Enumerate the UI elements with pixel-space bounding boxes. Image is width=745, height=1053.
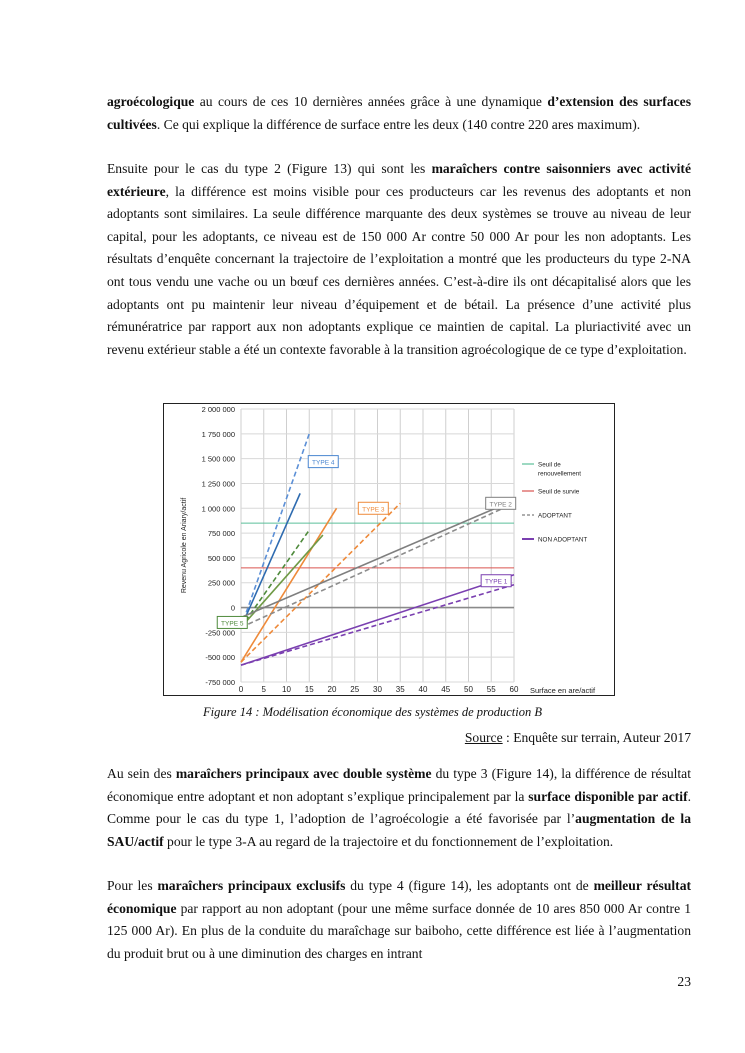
series-line-non-adoptant [241,535,323,627]
text: . Comme pour le cas du type 1, l’adoption de l’agroécologie a été favorisée par l’ [107,788,691,827]
text-bold: agroécologique [107,94,195,109]
x-tick-label: 0 [238,685,244,694]
legend-label: Seuil de [538,461,561,469]
y-tick-label: 1 000 000 [201,504,235,514]
text: du type 3 (Figure 14), la différence de résultat économique entre adoptant et non adoptant s’explique principalement par la [107,766,691,804]
y-tick-label: 750 000 [207,529,235,539]
type-label: TYPE 3 [362,506,385,514]
y-tick-label: -750 000 [205,678,235,687]
x-axis-label: Surface en are/actif [530,686,596,695]
text: Au sein des [107,766,176,781]
x-tick-label: 45 [441,685,451,694]
figure-caption: Figure 14 : Modélisation économique des systèmes de production B [203,705,542,719]
text: Pour les [107,878,158,893]
type-label: TYPE 2 [489,501,512,509]
text: Ensuite pour le cas du type 2 (Figure 13) qui sont les [107,161,432,176]
y-tick-label: 1 500 000 [201,454,235,464]
y-tick-label: 2 000 000 [201,405,235,414]
type-label: TYPE 1 [484,578,508,586]
y-tick-label: 500 000 [207,553,235,563]
text: pour le type 3-A au regard de la trajectoire et du fonctionnement de l’exploitation. [163,833,614,849]
x-tick-label: 25 [350,685,360,694]
x-tick-label: 30 [373,685,382,694]
text: , la différence est moins visible pour ces producteurs car les revenus des adoptants et non adoptants sont similaires. La seule différence marquante des deux systèmes se trouve au niveau de leur capital, pour les adoptants, ce niveau est de 150 000 Ar contre 50 000 Ar pour les non adoptants. Les résultats d’enquête concernant la trajectoire de l’exploitation a montré que les producteurs du type 2-NA ont tous vendu une vache ou un bœuf ces dernières années. C’est-à-dire ils ont décapitalisé alors que les adoptants ont pu maintenir leur niveau d’équipement et de bétail. La présence d’une activité plus rémunératrice par rapport aux non adoptants explique ce maintien de capital. La pluriactivité avec un revenu extérieur stable a été un contexte favorable à la transition agroécologique de ce type d’exploitation. [107,183,691,357]
text: par rapport au non adoptant (pour une même surface donnée de 10 ares 850 000 Ar contre 1 125 000 Ar). En plus de la conduite du maraîchage sur baiboho, cette différence est liée à l’augmentation du produit brut ou à une diminution des charges en intrant [107,900,691,961]
x-tick-label: 40 [418,685,428,694]
text: au cours de ces 10 dernières années grâce à une dynamique [194,94,548,109]
x-tick-label: 20 [327,685,337,694]
y-tick-label: -250 000 [205,628,235,638]
x-tick-label: 15 [304,685,314,694]
text-bold: d’extension des surfaces cultivées [107,94,691,132]
legend-label: ADOPTANT [538,512,572,520]
y-axis-label: Revenu Agricole en Ariary/actif [181,497,188,594]
text: . Ce qui explique la différence de surface entre les deux (140 contre 220 ares maximum). [156,116,641,132]
page-number: 23 [677,974,691,989]
source-label: Source [464,730,503,745]
text-bold: meilleur résultat économique [107,878,692,916]
legend-label: renouvellement [538,470,582,478]
paragraph-4 [107,875,691,965]
text-bold: maraîchers contre saisonniers avec activité extérieure [107,161,691,199]
x-tick-label: 60 [509,685,519,694]
text-bold: augmentation de la SAU/actif [107,811,691,849]
text: du type 4 (figure 14), les adoptants ont de [345,878,594,893]
figure-chart [163,403,615,696]
paragraph-2 [107,158,691,361]
text-bold: maraîchers principaux exclusifs [157,878,346,893]
x-tick-label: 50 [464,685,473,694]
paragraph-1 [107,91,691,136]
paragraph-3 [107,763,691,853]
type-label: TYPE 5 [221,620,244,628]
x-tick-label: 55 [486,685,496,694]
x-tick-label: 10 [282,685,291,694]
y-tick-label: 1 750 000 [201,429,235,439]
y-tick-label: -500 000 [205,653,235,663]
y-tick-label: 0 [230,603,235,613]
text-bold: maraîchers principaux avec double système [175,766,432,781]
source-line [465,730,691,746]
chart-svg [164,404,614,695]
legend-label: Seuil de survie [538,488,580,496]
text-bold: surface disponible par actif [528,788,688,804]
y-tick-label: 250 000 [207,578,235,588]
x-tick-label: 5 [261,685,266,694]
type-label: TYPE 4 [312,459,335,467]
y-tick-label: 1 250 000 [201,479,235,489]
legend-label: NON ADOPTANT [538,536,588,544]
source-text: : Enquête sur terrain, Auteur 2017 [502,730,691,745]
x-tick-label: 35 [395,685,405,694]
series-line-adoptant [241,434,309,628]
